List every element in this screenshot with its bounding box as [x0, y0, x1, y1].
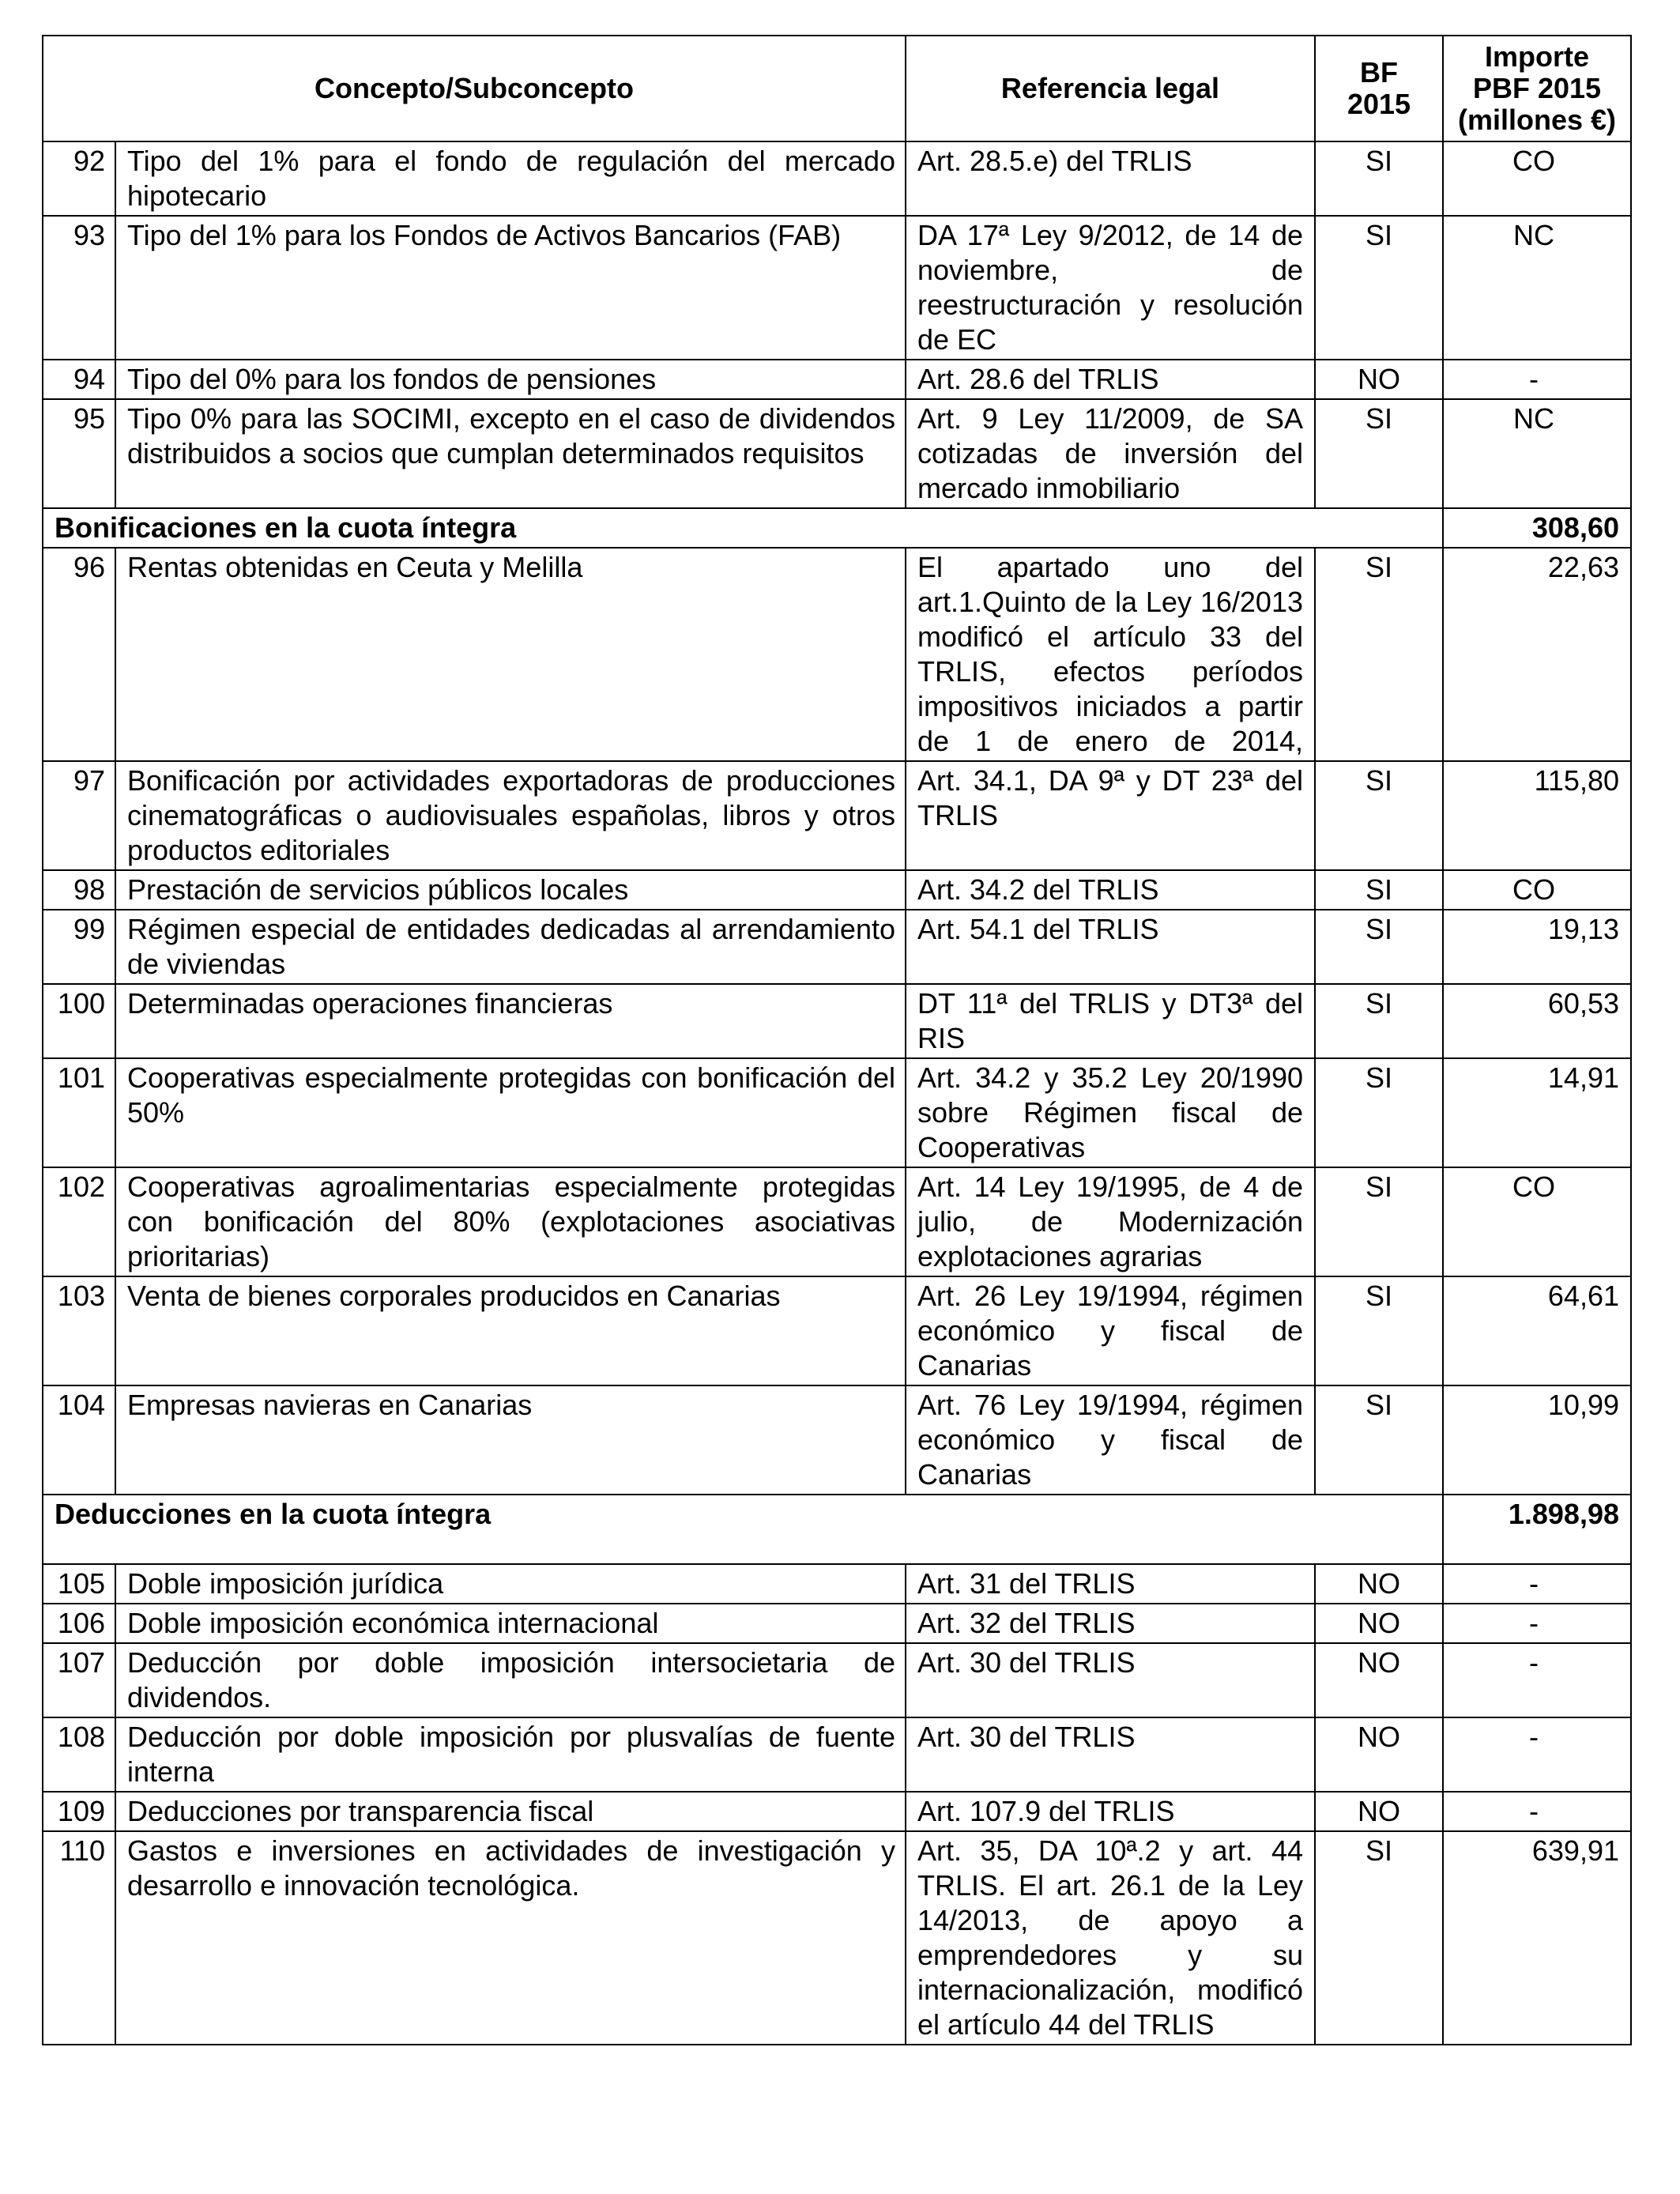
referencia-cell: Art. 26 Ley 19/1994, régimen económico y fiscal de Canarias [906, 1276, 1315, 1385]
referencia-cell: Art. 54.1 del TRLIS [906, 910, 1315, 984]
importe-cell: 19,13 [1443, 910, 1631, 984]
bf-cell: NO [1315, 1643, 1443, 1717]
row-number: 96 [43, 548, 115, 761]
concepto-cell: Tipo del 0% para los fondos de pensiones [115, 360, 906, 399]
row-number: 103 [43, 1276, 115, 1385]
row-number: 94 [43, 360, 115, 399]
table-row [43, 761, 1631, 870]
referencia-cell: El apartado uno del art.1.Quinto de la Ley 16/2013 modificó el artículo 33 del TRLIS, efectos períodos impositivos iniciados a partir de 1 de enero de 2014, [906, 548, 1315, 761]
header-importe-line: Importe [1484, 40, 1589, 73]
concepto-cell: Tipo del 1% para el fondo de regulación del mercado hipotecario [115, 141, 906, 216]
concepto-cell: Prestación de servicios públicos locales [115, 870, 906, 910]
row-number: 92 [43, 141, 115, 216]
row-number: 102 [43, 1167, 115, 1276]
bf-cell: NO [1315, 1564, 1443, 1604]
row-number: 95 [43, 399, 115, 508]
table-row [43, 984, 1631, 1058]
row-number: 110 [43, 1831, 115, 2045]
header-bf-line: 2015 [1347, 88, 1411, 120]
concepto-cell: Tipo 0% para las SOCIMI, excepto en el caso de dividendos distribuidos a socios que cumplan determinados requisitos [115, 399, 906, 508]
bf-cell: NO [1315, 360, 1443, 399]
concepto-cell: Cooperativas especialmente protegidas con bonificación del 50% [115, 1058, 906, 1167]
tax-benefits-table [42, 35, 1632, 2045]
importe-cell: - [1443, 1564, 1631, 1604]
referencia-cell: Art. 9 Ley 11/2009, de SA cotizadas de inversión del mercado inmobiliario [906, 399, 1315, 508]
importe-cell: - [1443, 1792, 1631, 1831]
referencia-cell: Art. 76 Ley 19/1994, régimen económico y fiscal de Canarias [906, 1385, 1315, 1495]
table-header-row [43, 36, 1631, 141]
bf-cell: SI [1315, 984, 1443, 1058]
bf-cell: SI [1315, 216, 1443, 360]
table-row [43, 1643, 1631, 1717]
header-referencia: Referencia legal [906, 36, 1315, 141]
section-row [43, 508, 1631, 548]
table-row [43, 1385, 1631, 1495]
importe-cell: - [1443, 360, 1631, 399]
bf-cell: SI [1315, 1167, 1443, 1276]
concepto-cell: Deducciones por transparencia fiscal [115, 1792, 906, 1831]
concepto-cell: Doble imposición jurídica [115, 1564, 906, 1604]
referencia-cell: Art. 30 del TRLIS [906, 1717, 1315, 1792]
row-number: 107 [43, 1643, 115, 1717]
concepto-cell: Deducción por doble imposición por plusvalías de fuente interna [115, 1717, 906, 1792]
header-bf-line: BF [1360, 56, 1398, 89]
importe-cell: 14,91 [1443, 1058, 1631, 1167]
referencia-cell: Art. 34.1, DA 9ª y DT 23ª del TRLIS [906, 761, 1315, 870]
table-row [43, 1831, 1631, 2045]
referencia-cell: Art. 28.6 del TRLIS [906, 360, 1315, 399]
importe-cell: NC [1443, 216, 1631, 360]
referencia-cell: Art. 31 del TRLIS [906, 1564, 1315, 1604]
table-row [43, 1604, 1631, 1643]
row-number: 104 [43, 1385, 115, 1495]
importe-cell: NC [1443, 399, 1631, 508]
importe-cell: 22,63 [1443, 548, 1631, 761]
referencia-cell: Art. 28.5.e) del TRLIS [906, 141, 1315, 216]
bf-cell: SI [1315, 870, 1443, 910]
referencia-cell: Art. 107.9 del TRLIS [906, 1792, 1315, 1831]
referencia-cell: Art. 14 Ley 19/1995, de 4 de julio, de Modernización explotaciones agrarias [906, 1167, 1315, 1276]
table-row [43, 910, 1631, 984]
table-body [43, 141, 1631, 2045]
row-number: 101 [43, 1058, 115, 1167]
table-row [43, 216, 1631, 360]
concepto-cell: Cooperativas agroalimentarias especialmente protegidas con bonificación del 80% (explotaciones asociativas prioritarias) [115, 1167, 906, 1276]
concepto-cell: Determinadas operaciones financieras [115, 984, 906, 1058]
row-number: 106 [43, 1604, 115, 1643]
row-number: 108 [43, 1717, 115, 1792]
bf-cell: SI [1315, 910, 1443, 984]
concepto-cell: Deducción por doble imposición intersocietaria de dividendos. [115, 1643, 906, 1717]
referencia-cell: Art. 34.2 del TRLIS [906, 870, 1315, 910]
bf-cell: SI [1315, 399, 1443, 508]
referencia-cell: Art. 34.2 y 35.2 Ley 20/1990 sobre Régimen fiscal de Cooperativas [906, 1058, 1315, 1167]
table-row [43, 1167, 1631, 1276]
header-importe-line: (millones €) [1457, 104, 1617, 136]
referencia-cell: DT 11ª del TRLIS y DT3ª del RIS [906, 984, 1315, 1058]
concepto-cell: Empresas navieras en Canarias [115, 1385, 906, 1495]
table-row [43, 399, 1631, 508]
table-row [43, 1717, 1631, 1792]
referencia-cell: Art. 35, DA 10ª.2 y art. 44 TRLIS. El art. 26.1 de la Ley 14/2013, de apoyo a emprendedores y su internacionalización, modificó el artículo 44 del TRLIS [906, 1831, 1315, 2045]
importe-cell: 10,99 [1443, 1385, 1631, 1495]
table-row [43, 1792, 1631, 1831]
importe-cell: 639,91 [1443, 1831, 1631, 2045]
referencia-cell: Art. 32 del TRLIS [906, 1604, 1315, 1643]
table-row [43, 141, 1631, 216]
concepto-cell: Bonificación por actividades exportadoras de producciones cinematográficas o audiovisuales españolas, libros y otros productos editoriales [115, 761, 906, 870]
section-label: Bonificaciones en la cuota íntegra [43, 508, 1443, 548]
row-number: 105 [43, 1564, 115, 1604]
table-row [43, 870, 1631, 910]
bf-cell: SI [1315, 1276, 1443, 1385]
concepto-cell: Régimen especial de entidades dedicadas al arrendamiento de viviendas [115, 910, 906, 984]
table-row [43, 360, 1631, 399]
table-row [43, 1058, 1631, 1167]
importe-cell: 115,80 [1443, 761, 1631, 870]
section-amount: 1.898,98 [1443, 1495, 1631, 1564]
table-row [43, 1564, 1631, 1604]
row-number: 93 [43, 216, 115, 360]
row-number: 100 [43, 984, 115, 1058]
row-number: 109 [43, 1792, 115, 1831]
importe-cell: - [1443, 1643, 1631, 1717]
concepto-cell: Gastos e inversiones en actividades de investigación y desarrollo e innovación tecnológica. [115, 1831, 906, 2045]
concepto-cell: Rentas obtenidas en Ceuta y Melilla [115, 548, 906, 761]
bf-cell: NO [1315, 1717, 1443, 1792]
bf-cell: NO [1315, 1792, 1443, 1831]
bf-cell: SI [1315, 761, 1443, 870]
row-number: 98 [43, 870, 115, 910]
table-row [43, 548, 1631, 761]
importe-cell: CO [1443, 870, 1631, 910]
importe-cell: 64,61 [1443, 1276, 1631, 1385]
header-bf [1315, 36, 1443, 141]
bf-cell: SI [1315, 1058, 1443, 1167]
header-importe [1443, 36, 1631, 141]
referencia-cell: DA 17ª Ley 9/2012, de 14 de noviembre, de reestructuración y resolución de EC [906, 216, 1315, 360]
section-amount: 308,60 [1443, 508, 1631, 548]
importe-cell: CO [1443, 141, 1631, 216]
importe-cell: CO [1443, 1167, 1631, 1276]
referencia-cell: Art. 30 del TRLIS [906, 1643, 1315, 1717]
bf-cell: SI [1315, 1831, 1443, 2045]
concepto-cell: Venta de bienes corporales producidos en Canarias [115, 1276, 906, 1385]
concepto-cell: Tipo del 1% para los Fondos de Activos Bancarios (FAB) [115, 216, 906, 360]
section-row [43, 1495, 1631, 1564]
importe-cell: - [1443, 1604, 1631, 1643]
importe-cell: - [1443, 1717, 1631, 1792]
header-concepto: Concepto/Subconcepto [43, 36, 906, 141]
header-importe-line: PBF 2015 [1472, 72, 1602, 104]
table-row [43, 1276, 1631, 1385]
row-number: 99 [43, 910, 115, 984]
section-label: Deducciones en la cuota íntegra [43, 1495, 1443, 1564]
bf-cell: SI [1315, 141, 1443, 216]
row-number: 97 [43, 761, 115, 870]
concepto-cell: Doble imposición económica internacional [115, 1604, 906, 1643]
bf-cell: SI [1315, 1385, 1443, 1495]
importe-cell: 60,53 [1443, 984, 1631, 1058]
bf-cell: SI [1315, 548, 1443, 761]
bf-cell: NO [1315, 1604, 1443, 1643]
